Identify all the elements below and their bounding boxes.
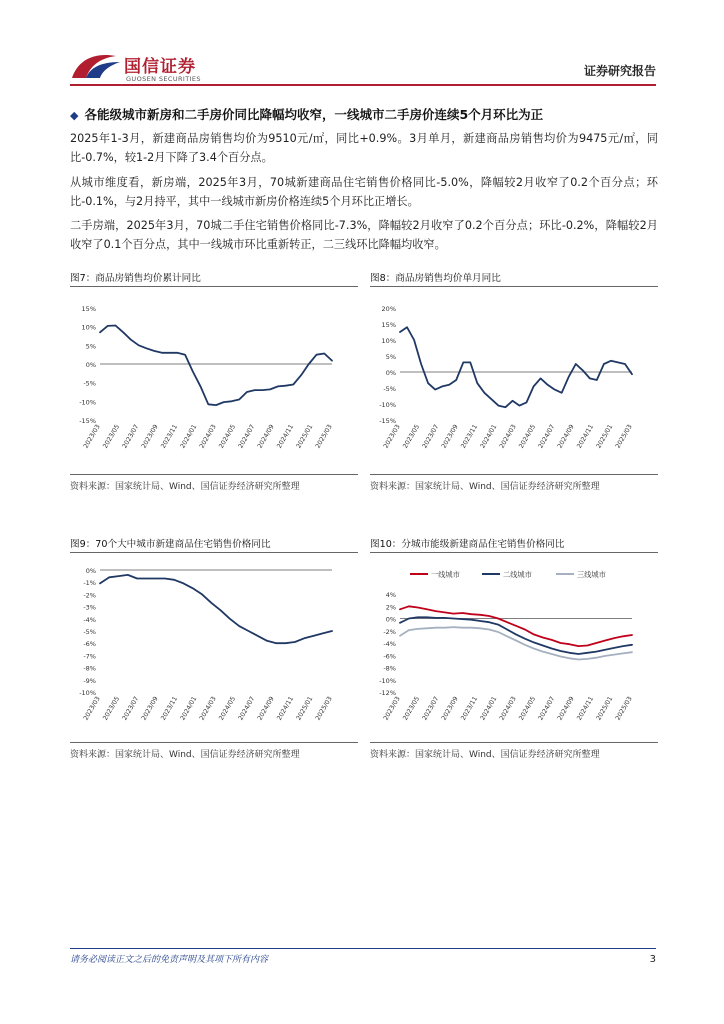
fig9-title-rule <box>70 552 358 553</box>
fig7-xtick-label: 2024/07 <box>237 423 257 450</box>
fig8-xtick-label: 2024/09 <box>556 423 576 450</box>
fig7-ytick-label: 0% <box>85 361 96 369</box>
fig10-xtick-label: 2024/09 <box>556 695 576 722</box>
fig7-series-line-0 <box>100 326 332 406</box>
fig10-xtick-label: 2024/07 <box>537 695 557 722</box>
section-heading-text: 各能级城市新房和二手房价同比降幅均收窄，一线城市二手房价连续5个月环比为正 <box>84 107 544 122</box>
fig8-ytick-label: 5% <box>385 353 396 361</box>
fig8-xtick-label: 2023/05 <box>401 423 422 450</box>
fig7-ytick-label: -5% <box>83 379 96 388</box>
fig10-legend-label-0: 一线城市 <box>431 570 460 579</box>
fig10-chart <box>370 558 658 740</box>
fig10-ytick-label: 2% <box>385 603 396 612</box>
fig8-source: 资料来源：国家统计局、Wind、国信证券经济研究所整理 <box>370 482 600 492</box>
logo-chinese-name: 国信证券 <box>124 57 196 77</box>
fig9-ytick-label: -1% <box>83 579 96 588</box>
fig9-xtick-label: 2023/11 <box>159 695 180 722</box>
fig10-xtick-label: 2025/01 <box>595 695 615 722</box>
paragraph-2: 从城市维度看，新房端，2025年3月，70城新建商品住宅销售价格同比-5.0%，降幅较2月收窄了0.2个百分点；环比-0.1%，与2月持平，其中一线城市新房价格连续5个月环比正增长。 <box>70 176 658 208</box>
fig8-xtick-label: 2024/11 <box>575 423 596 450</box>
section-heading <box>70 105 660 123</box>
fig10-xtick-label: 2023/05 <box>401 695 422 722</box>
fig10-xtick-label: 2024/11 <box>575 695 596 722</box>
fig10-series-line-1 <box>400 617 632 654</box>
fig9-ytick-label: -6% <box>83 640 96 649</box>
fig10-ytick-label: -2% <box>383 627 396 636</box>
fig10-xtick-label: 2024/01 <box>479 695 499 722</box>
fig8-xtick-label: 2024/07 <box>537 423 557 450</box>
fig9-xtick-label: 2024/01 <box>179 695 199 722</box>
logo-english-name: GUOSEN SECURITIES <box>126 75 201 83</box>
fig10-xtick-label: 2023/03 <box>382 695 402 722</box>
fig8-xtick-label: 2023/11 <box>459 423 480 450</box>
fig9-source: 资料来源：国家统计局、Wind、国信证券经济研究所整理 <box>70 750 300 760</box>
fig7-ytick-label: -10% <box>79 398 96 407</box>
fig10-title: 图10：分城市能级新建商品住宅销售价格同比 <box>370 539 565 550</box>
fig10-source-rule <box>370 742 658 743</box>
fig8-xtick-label: 2023/03 <box>382 423 402 450</box>
fig7-xtick-label: 2025/03 <box>314 423 334 450</box>
fig9-ytick-label: -7% <box>83 652 96 661</box>
fig8-source-rule <box>370 474 658 475</box>
fig10-ytick-label: -12% <box>379 689 396 697</box>
fig7-xtick-label: 2023/07 <box>121 423 141 450</box>
fig8-xtick-label: 2025/03 <box>614 423 634 450</box>
diamond-bullet-icon: ◆ <box>70 109 79 122</box>
header-divider <box>70 84 656 86</box>
fig10-legend-label-2: 三线城市 <box>577 570 606 579</box>
fig7-ytick-label: 15% <box>81 305 96 313</box>
fig8-xtick-label: 2024/05 <box>517 423 538 450</box>
fig10-ytick-label: 0% <box>385 615 396 624</box>
fig8-title: 图8：商品房销售均价单月同比 <box>370 273 501 284</box>
fig7-xtick-label: 2024/09 <box>256 423 276 450</box>
fig8-title-rule <box>370 286 658 287</box>
fig10-xtick-label: 2025/03 <box>614 695 634 722</box>
paragraph-1: 2025年1-3月，新建商品房销售均价为9510元/㎡，同比+0.9%。3月单月，新建商品房销售均价为9475元/㎡，同比-0.7%，较1-2月下降了3.4个百分点。 <box>70 132 658 164</box>
fig8-series-line-0 <box>400 327 632 407</box>
guosen-logo-icon <box>70 52 122 82</box>
fig9-xtick-label: 2024/05 <box>217 695 238 722</box>
fig7-xtick-label: 2023/05 <box>101 423 122 450</box>
fig9-xtick-label: 2024/09 <box>256 695 276 722</box>
fig9-ytick-label: -5% <box>83 628 96 636</box>
fig9-series-line-0 <box>100 575 332 643</box>
fig8-ytick-label: 10% <box>381 337 396 345</box>
fig9-ytick-label: -4% <box>83 615 96 624</box>
fig7-source-rule <box>70 474 358 475</box>
fig10-xtick-label: 2023/09 <box>440 695 460 722</box>
fig10-xtick-label: 2024/03 <box>498 695 518 722</box>
fig9-chart <box>70 558 358 740</box>
fig8-xtick-label: 2024/03 <box>498 423 518 450</box>
fig9-ytick-label: 0% <box>85 567 96 575</box>
fig9-xtick-label: 2023/05 <box>101 695 122 722</box>
page-number: 3 <box>649 954 656 965</box>
fig7-title-rule <box>70 286 358 287</box>
report-type-label: 证券研究报告 <box>583 64 656 78</box>
fig7-chart <box>70 292 358 472</box>
fig9-ytick-label: -8% <box>83 664 96 673</box>
fig9-ytick-label: -9% <box>83 676 96 685</box>
fig10-xtick-label: 2023/07 <box>421 695 441 722</box>
fig7-xtick-label: 2023/09 <box>140 423 160 450</box>
fig9-ytick-label: -10% <box>79 689 96 697</box>
fig8-ytick-label: -15% <box>379 417 396 425</box>
fig7-xtick-label: 2024/01 <box>179 423 199 450</box>
fig10-xtick-label: 2023/11 <box>459 695 480 722</box>
fig8-ytick-label: 20% <box>381 305 396 313</box>
fig7-xtick-label: 2023/11 <box>159 423 180 450</box>
fig10-ytick-label: -10% <box>379 676 396 685</box>
fig9-xtick-label: 2024/03 <box>198 695 218 722</box>
fig10-ytick-label: -4% <box>383 640 396 648</box>
fig8-ytick-label: -5% <box>383 385 396 393</box>
fig9-xtick-label: 2025/01 <box>295 695 315 722</box>
fig9-xtick-label: 2023/03 <box>82 695 102 722</box>
fig9-ytick-label: -2% <box>83 591 96 600</box>
fig8-xtick-label: 2023/09 <box>440 423 460 450</box>
fig7-xtick-label: 2023/03 <box>82 423 102 450</box>
fig9-ytick-label: -3% <box>83 603 96 612</box>
fig7-xtick-label: 2024/05 <box>217 423 238 450</box>
fig10-ytick-label: -8% <box>383 664 396 673</box>
fig8-ytick-label: -10% <box>379 401 396 409</box>
fig8-ytick-label: 15% <box>381 321 396 329</box>
fig8-xtick-label: 2023/07 <box>421 423 441 450</box>
fig10-title-rule <box>370 552 658 553</box>
fig10-xtick-label: 2024/05 <box>517 695 538 722</box>
fig8-chart <box>370 292 658 472</box>
fig8-xtick-label: 2024/01 <box>479 423 499 450</box>
fig7-xtick-label: 2025/01 <box>295 423 315 450</box>
fig10-legend-label-1: 二线城市 <box>503 570 532 579</box>
fig9-xtick-label: 2024/11 <box>275 695 296 722</box>
paragraph-3: 二手房端，2025年3月，70城二手住宅销售价格同比-7.3%，降幅较2月收窄了0.2个百分点；环比-0.2%，降幅较2月收窄了0.1个百分点，其中一线城市环比重新转正，二三线环比降幅均收窄。 <box>70 219 658 251</box>
fig8-ytick-label: 0% <box>385 369 396 377</box>
fig9-xtick-label: 2024/07 <box>237 695 257 722</box>
fig8-xtick-label: 2025/01 <box>595 423 615 450</box>
fig7-ytick-label: -15% <box>79 417 96 425</box>
fig10-source: 资料来源：国家统计局、Wind、国信证券经济研究所整理 <box>370 750 600 760</box>
fig7-ytick-label: 5% <box>85 342 96 351</box>
fig10-ytick-label: 4% <box>385 591 396 599</box>
fig7-ytick-label: 10% <box>81 323 96 332</box>
fig9-source-rule <box>70 742 358 743</box>
fig9-xtick-label: 2025/03 <box>314 695 334 722</box>
fig9-xtick-label: 2023/07 <box>121 695 141 722</box>
fig7-xtick-label: 2024/11 <box>275 423 296 450</box>
fig9-xtick-label: 2023/09 <box>140 695 160 722</box>
fig10-ytick-label: -6% <box>383 652 396 661</box>
fig7-title: 图7：商品房销售均价累计同比 <box>70 273 201 284</box>
footer-disclaimer: 请务必阅读正文之后的免责声明及其项下所有内容 <box>70 955 269 965</box>
fig7-source: 资料来源：国家统计局、Wind、国信证券经济研究所整理 <box>70 482 300 492</box>
fig9-title: 图9：70个大中城市新建商品住宅销售价格同比 <box>70 539 271 550</box>
fig7-xtick-label: 2024/03 <box>198 423 218 450</box>
footer-divider <box>70 948 656 949</box>
